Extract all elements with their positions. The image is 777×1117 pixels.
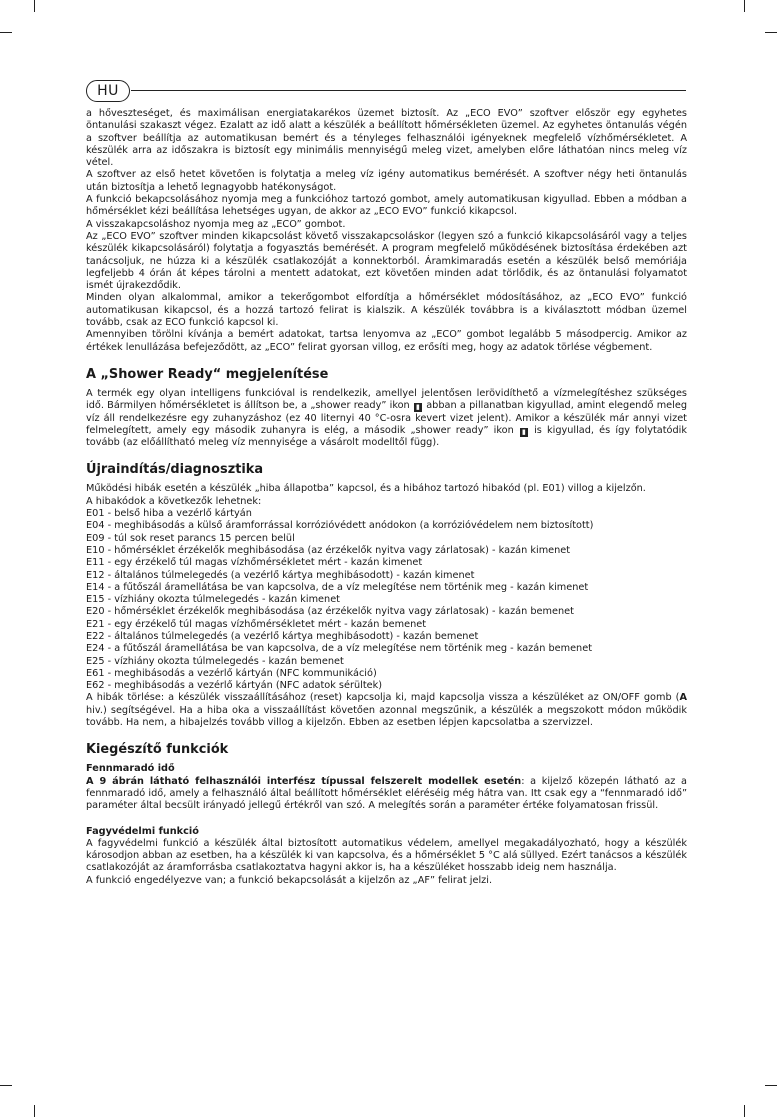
shower-ready-icon: ▮ bbox=[414, 403, 422, 412]
list-item: E01 - belső hiba a vezérlő kártyán bbox=[86, 508, 252, 520]
crop-mark bbox=[765, 1085, 777, 1086]
list-item: E12 - általános túlmelegedés (a vezérlő kártya meghibásodott) - kazán kimenet bbox=[86, 569, 475, 581]
paragraph: A fagyvédelmi funkció a készülék által biztosított automatikus védelem, amellyel megakadályozható, hogy a készülék károsodjon abban az esetben, ha a készülék ki van kapcsolva, és a hőmérséklet 5 °C alá süllyed. Ezért tanácsos a készülék csatlakozóját az áramforrásba csatlakoztatva hagyni akkor is, ha a készüléket hosszabb ideig nem használja. bbox=[86, 837, 687, 874]
crop-mark bbox=[765, 32, 777, 33]
spacer bbox=[86, 813, 687, 826]
header-rule bbox=[131, 90, 686, 91]
subsection-heading: Fennmaradó idő bbox=[86, 763, 175, 775]
paragraph: A szoftver az első hetet követően is folytatja a meleg víz igény automatikus bemérését. A szoftver négy heti öntanulás után biztosítja a lehető legnagyobb hatékonyságot. bbox=[86, 169, 687, 193]
diagnostics-section bbox=[86, 462, 687, 729]
list-item: E24 - a fűtőszál áramellátása be van kapcsolva, de a víz melegítése nem történik meg - kazán bemenet bbox=[86, 643, 593, 655]
list-item: E15 - vízhiány okozta túlmelegedés - kazán kimenet bbox=[86, 594, 340, 606]
crop-mark bbox=[744, 0, 745, 12]
list-item: E20 - hőmérséklet érzékelők meghibásodása (az érzékelők nyitva vagy zárlatosak) - kazán bemenet bbox=[86, 606, 574, 618]
list-item: E10 - hőmérséklet érzékelők meghibásodása (az érzékelők nyitva vagy zárlatosak) - kazán kimenet bbox=[86, 544, 571, 556]
extra-functions-section bbox=[86, 742, 687, 887]
list-item: E61 - meghibásodás a vezérlő kártyán (NFC kommunikáció) bbox=[86, 667, 377, 679]
text-run: A termék egy olyan intelligens funkcióval is rendelkezik, amellyel jelentősen lerövidíthető a vízmelegítéshez szükséges idő. Bármilyen hőmérsékletet is állítson be, a „shower ready” ikon bbox=[86, 387, 687, 412]
shower-ready-icon: ▮ bbox=[520, 428, 528, 437]
error-code-list bbox=[86, 508, 687, 692]
document-body bbox=[86, 108, 687, 887]
paragraph: Az „ECO EVO” szoftver minden kikapcsolást követő visszakapcsoláskor (legyen szó a funkció kikapcsolásáról vagy a teljes készülék kikapcsolásáról) folytatja a fogyasztás bemérését. A program megfelelő működésének biztosítása érdekében azt tanácsoljuk, ne húzza ki a készülék csatlakozóját a konnektorból. Áramkimaradás esetén a készülék belső memóriája legfeljebb 4 órán át képes tárolni a mentett adatokat, ezt követően minden adat törlődik, és az öntanulási folyamatot ismét újrakezdődik. bbox=[86, 230, 687, 292]
paragraph bbox=[86, 692, 687, 729]
list-item: E62 - meghibásodás a vezérlő kártyán (NFC adatok sérültek) bbox=[86, 680, 383, 692]
paragraph bbox=[86, 776, 687, 813]
crop-mark bbox=[0, 32, 12, 33]
paragraph: Amennyiben törölni kívánja a bemért adatokat, tartsa lenyomva az „ECO” gombot legalább 5 másodpercig. Amikor az értékek lenullázása befejeződött, az „ECO” felirat gyorsan villog, ez erősíti meg, hogy az adatok törlése végbement. bbox=[86, 329, 687, 353]
list-item: E11 - egy érzékelő túl magas vízhőmérsékletet mért - kazán kimenet bbox=[86, 557, 423, 569]
crop-mark bbox=[34, 0, 35, 12]
text-run: is kigyullad, és így folytatódik tovább (az előállítható meleg víz mennyisége a vásárolt modelltől függ). bbox=[86, 424, 688, 449]
text-run: A hibák törlése: a készülék visszaállításához (reset) kapcsolja ki, majd kapcsolja vissza a készüléket az ON/OFF gomb ( bbox=[86, 692, 680, 704]
paragraph: A visszakapcsoláshoz nyomja meg az „ECO” gombot. bbox=[86, 218, 346, 230]
paragraph: A funkció bekapcsolásához nyomja meg a funkcióhoz tartozó gombot, amely automatikusan kigyullad. Ebben a módban a hőmérséklet kézi beállítása lehetséges ugyan, de akkor az „ECO EVO” funkció kikapcsol. bbox=[86, 194, 687, 218]
section-heading: A „Shower Ready“ megjelenítése bbox=[86, 366, 329, 382]
section-heading: Újraindítás/diagnosztika bbox=[86, 462, 264, 478]
crop-mark bbox=[0, 1085, 12, 1086]
list-item: E09 - túl sok reset parancs 15 percen belül bbox=[86, 532, 295, 544]
bold-run: A 9 ábrán látható felhasználói interfész típussal felszerelt modellek esetén bbox=[86, 775, 522, 787]
paragraph bbox=[86, 388, 687, 449]
subsection-heading: Fagyvédelmi funkció bbox=[86, 825, 199, 837]
language-badge: HU bbox=[86, 80, 130, 102]
bold-run: A bbox=[679, 692, 687, 704]
crop-mark bbox=[34, 1105, 35, 1117]
paragraph: A funkció engedélyezve van; a funkció bekapcsolását a kijelzőn az „AF” felirat jelzi. bbox=[86, 874, 493, 886]
section-heading: Kiegészítő funkciók bbox=[86, 742, 229, 758]
list-item: E25 - vízhiány okozta túlmelegedés - kazán bemenet bbox=[86, 655, 344, 667]
crop-mark bbox=[744, 1105, 745, 1117]
text-run: : a kijelző közepén látható az a fennmaradó idő, amely a felhasználó által beállított hőmérséklet eléréséig még hátra van. Itt csak egy a “fennmaradó idő” paraméter által becsült irányadó jellegű értékről van szó. A melegítés során a paraméter értéke folyamatosan frissül. bbox=[86, 775, 687, 812]
list-item: E14 - a fűtőszál áramellátása be van kapcsolva, de a víz melegítése nem történik meg - kazán kimenet bbox=[86, 581, 589, 593]
list-item: E04 - meghibásodás a külső áramforrással korrózióvédett anódokon (a korrózióvédelem nem biztosított) bbox=[86, 520, 594, 532]
intro-section bbox=[86, 108, 687, 354]
list-item: E21 - egy érzékelő túl magas vízhőmérsékletet mért - kazán bemenet bbox=[86, 618, 427, 630]
text-run: abban a pillanatban kigyullad, amint elegendő meleg víz áll rendelkezésre egy zuhanyzáshoz (ez 40 liternyi 40 °C-osra kevert vizet jelent). Amikor a készülék már annyi vizet felmelegített, amely egy második zuhanyra is elég, a második „shower ready” ikon bbox=[86, 400, 687, 436]
list-item: E22 - általános túlmelegedés (a vezérlő kártya meghibásodott) - kazán bemenet bbox=[86, 630, 479, 642]
paragraph: Működési hibák esetén a készülék „hiba állapotba” kapcsol, és a hibához tartozó hibakód (pl. E01) villog a kijelzőn. bbox=[86, 483, 646, 495]
text-run: hiv.) segítségével. Ha a hiba oka a visszaállítást követően azonnal megszűnik, a készülék a megszokott módon működik tovább. Ha nem, a hibajelzés tovább villog a kijelzőn. Ebben az esetben lépjen kapcsolatba a szervizzel. bbox=[86, 704, 687, 729]
shower-ready-section bbox=[86, 367, 687, 449]
paragraph: A hibakódok a következők lehetnek: bbox=[86, 495, 262, 507]
paragraph: a hőveszteséget, és maximálisan energiatakarékos üzemet biztosít. Az „ECO EVO” szoftver először egy egyhetes öntanulási szakaszt végez. Ezalatt az idő alatt a készülék a beállított hőmérsékleten üzemel. Az egyhetes öntanulás végén a szoftver beállítja az automatikusan bemért és a tényleges felhasználói igényeknek megfelelő vízhőmérsékletet. A készülék arra az időszakra is biztosít egy minimális mennyiségű meleg vizet, amelyben előre láthatóan nincs meleg víz vétel. bbox=[86, 108, 687, 169]
paragraph: Minden olyan alkalommal, amikor a tekerőgombot elfordítja a hőmérséklet módosításához, az „ECO EVO” funkció automatikusan kikapcsol, és a hozzá tartozó felirat is kialszik. A készülék továbbra is a kiválasztott módban üzemel tovább, csak az ECO funkció kapcsol ki. bbox=[86, 292, 687, 329]
